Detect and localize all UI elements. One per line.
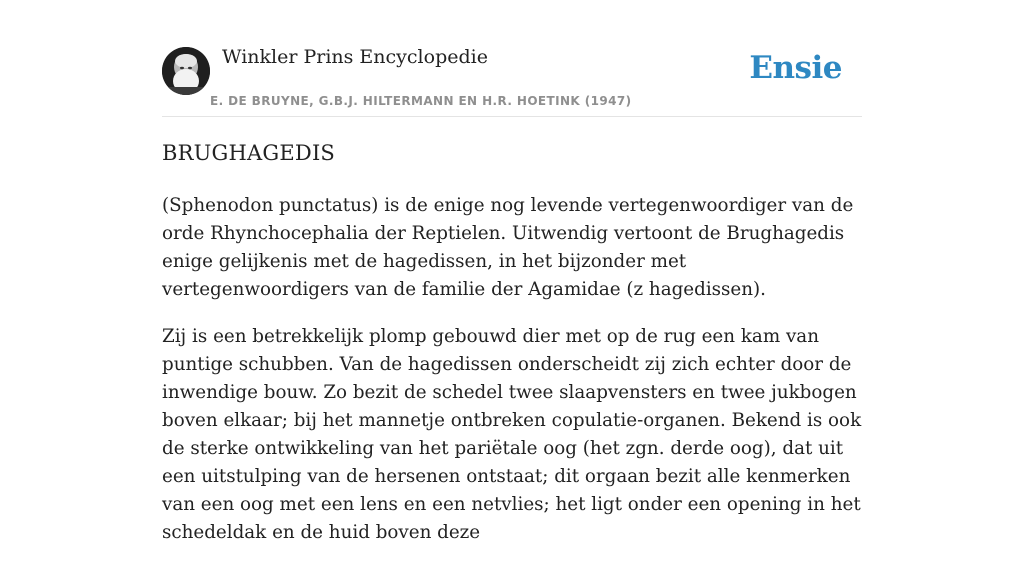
entry-title: BRUGHAGEDIS <box>162 141 336 165</box>
portrait-icon <box>162 47 210 95</box>
source-authors: E. DE BRUYNE, G.B.J. HILTERMANN EN H.R. HOETINK (1947) <box>210 94 632 108</box>
source-header <box>162 0 862 117</box>
brand-logo[interactable]: Ensie <box>749 50 842 86</box>
source-title[interactable]: Winkler Prins Encyclopedie <box>222 46 488 68</box>
article-page <box>162 0 862 543</box>
entry-body <box>162 192 862 566</box>
author-avatar[interactable] <box>162 47 210 95</box>
entry-paragraph: (Sphenodon punctatus) is de enige nog levende vertegenwoordiger van de orde Rhynchocephalia der Reptielen. Uitwendig vertoont de Brughagedis enige gelijkenis met de hagedissen, in het bijzonder met vertegenwoordigers van de familie der Agamidae (z hagedissen). <box>162 195 854 300</box>
entry-paragraph: Zij is een betrekkelijk plomp gebouwd dier met op de rug een kam van puntige schubben. Van de hagedissen onderscheidt zij zich echter door de inwendige bouw. Zo bezit de schedel twee slaapvensters en twee jukbogen boven elkaar; bij het mannetje ontbreken copulatie-organen. Bekend is ook de sterke ontwikkeling van het pariëtale oog (het zgn. derde oog), dat uit een uitstulping van de hersenen ontstaat; dit orgaan bezit alle kenmerken van een oog met een lens en een netvlies; het ligt onder een opening in het schedeldak en de huid boven deze <box>162 326 862 543</box>
